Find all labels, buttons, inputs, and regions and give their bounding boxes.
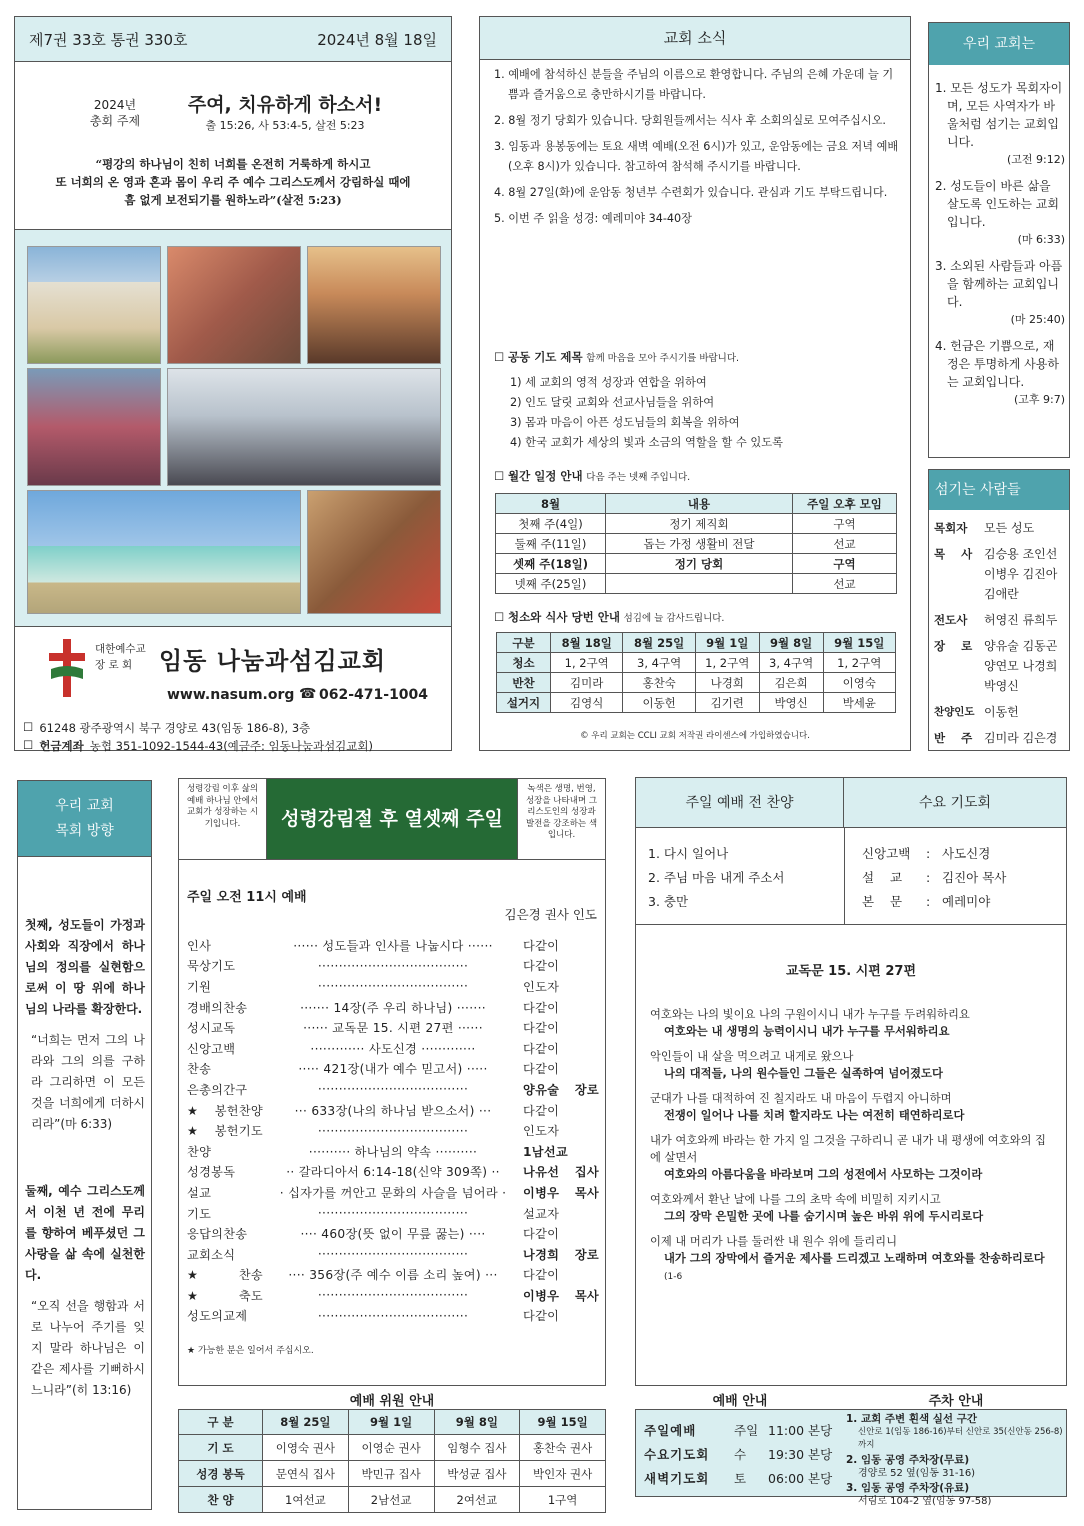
order-item-label: ★축도 <box>187 1288 263 1303</box>
news-list <box>492 65 900 235</box>
order-item-detail: ·········· 하나님의 약속 ·········· <box>308 1144 478 1159</box>
worship-row: 주일예배 주일 11:00 본당 <box>644 1423 833 1438</box>
hymn-psalm-panel <box>635 777 1067 1386</box>
about-header: 우리 교회는 <box>929 23 1069 65</box>
order-row <box>187 976 599 997</box>
order-row <box>187 1306 599 1327</box>
psalm-response-line: 전쟁이 일어나 나를 치려 할지라도 나는 여전히 태연하리로다 <box>664 1109 965 1122</box>
psalm-reading <box>650 1006 1054 1294</box>
direction-quote-2: “오직 선을 행함과 서로 나누어 주기를 잊지 말라 하나님은 이 같은 제사를 기뻐하시느니라”(히 13:16) <box>31 1299 145 1397</box>
order-item-detail: ······ 교독문 15. 시편 27편 ······ <box>303 1021 483 1036</box>
hymn-item: 3. 충만 <box>648 894 689 909</box>
photo-mission-building <box>27 490 301 614</box>
order-item-label: 기도 <box>187 1206 212 1221</box>
table-row: 첫째 주(4일) 정기 제직회 구역 <box>496 514 897 534</box>
table-row: 설거지 김영식 이동헌 김기련 박영신 박세윤 <box>497 693 896 713</box>
checkbox-icon: ☐ <box>23 738 34 752</box>
psalm-response-line: 여호와는 내 생명의 능력이시니 내가 누구를 무서워하리요 <box>664 1025 950 1038</box>
checkbox-icon: ☐ <box>494 350 505 364</box>
wednesday-header: 수요 기도회 <box>844 778 1066 828</box>
direction-point-2: 둘째, 예수 그리스도께서 이천 년 전에 무리를 향하여 베푸셨던 그 사랑을 삶 속에 실천한다. <box>25 1184 145 1282</box>
phone-icon: ☎ <box>299 686 317 702</box>
direction-body <box>25 915 145 1401</box>
direction-point-1: 첫째, 성도들이 가정과 사회와 직장에서 하나님의 정의를 실현함으로써 이 땅 위에 하나님의 나라를 확장한다. <box>25 918 145 1016</box>
church-name: 임동 나눔과섬김교회 <box>159 647 387 675</box>
order-item-label: 교회소식 <box>187 1247 236 1262</box>
monthly-subtitle: 다음 주는 넷째 주입니다. <box>586 472 691 483</box>
direction-panel <box>17 780 152 1510</box>
order-item-label: 묵상기도 <box>187 959 236 974</box>
checkbox-icon: ☐ <box>23 720 34 734</box>
psalm-reference: (1-6 <box>664 1272 683 1282</box>
order-item-label: 신앙고백 <box>187 1041 236 1056</box>
photo-distribution <box>307 490 441 614</box>
psalm-leader-line: 이제 내 머리가 나를 둘러싼 내 원수 위에 들리리니 <box>650 1235 897 1248</box>
order-item-label: 경배의찬송 <box>187 1000 248 1015</box>
servants-header: 섬기는 사람들 <box>929 470 1069 510</box>
standing-note: ★ 가능한 분은 일어서 주십시오. <box>187 1346 314 1356</box>
theme-title: 주여, 치유하게 하소서! <box>187 94 383 116</box>
monthly-schedule-table <box>495 493 897 594</box>
account-number: 농협 351-1092-1544-43(예금주: 임동나눔과섬김교회) <box>89 739 373 753</box>
about-panel <box>928 22 1070 458</box>
order-item-label: ★봉헌기도 <box>187 1124 263 1139</box>
order-row <box>187 1162 599 1183</box>
section-divider <box>636 924 1066 925</box>
theme-block <box>15 62 451 230</box>
photo-children <box>27 368 161 486</box>
masthead-panel <box>14 16 452 751</box>
table-row: 청소 1, 2구역 3, 4구역 1, 2구역 3, 4구역 1, 2구역 <box>497 653 896 673</box>
order-item-detail: ···· 356장(주 예수 이름 소리 높여) ··· <box>288 1268 498 1283</box>
checkbox-icon: ☐ <box>494 610 505 624</box>
order-item-person: 다같이 <box>523 1309 560 1324</box>
duty-subtitle: 섬김에 늘 감사드립니다. <box>623 613 725 624</box>
order-item-person: 이병우 목사 <box>523 1185 599 1200</box>
monthly-heading <box>494 468 690 484</box>
table-row: 기 도 이영숙 권사 이영순 권사 임형수 집사 홍찬숙 권사 <box>179 1435 606 1461</box>
order-item-person: 나경희 장로 <box>523 1247 599 1262</box>
wednesday-row: 본 문 : 예레미야 <box>862 894 991 909</box>
order-item-person: 다같이 <box>523 1021 560 1036</box>
checkbox-icon: ☐ <box>494 469 505 483</box>
order-row <box>187 956 599 977</box>
committee-table <box>178 1409 606 1513</box>
wednesday-list <box>862 842 1006 914</box>
issue-date: 2024년 8월 18일 <box>317 30 437 49</box>
servant-row: 반 주 김미라 김은경 <box>934 731 1058 745</box>
news-item: 4. 8월 27일(화)에 운암동 청년부 수련회가 있습니다. 관심과 기도 부탁드립니다. <box>494 186 888 199</box>
order-item-detail: ····· 421장(내가 예수 믿고서) ····· <box>298 1062 488 1077</box>
order-item-person: 다같이 <box>523 1041 560 1056</box>
church-address: 61248 광주광역시 북구 경양로 43(임동 186-8), 3층 <box>39 721 311 735</box>
order-item-person: 다같이 <box>523 1000 560 1015</box>
order-item-person: 다같이 <box>523 1062 560 1077</box>
psalm-response-line: 여호와의 아름다움을 바라보며 그의 성전에서 사모하는 그것이라 <box>664 1168 983 1181</box>
order-row <box>187 1038 599 1059</box>
table-header-row: 8월 내용 주일 오후 모임 <box>496 494 897 514</box>
about-list <box>935 79 1065 409</box>
order-item-detail: ···································· <box>317 979 469 994</box>
prayer-heading <box>494 349 739 365</box>
news-item: 5. 이번 주 읽을 성경: 예레미야 34-40장 <box>494 212 692 225</box>
order-row <box>187 1182 599 1203</box>
church-address-row <box>23 720 310 736</box>
order-item-person: 설교자 <box>523 1206 560 1221</box>
order-row <box>187 1141 599 1162</box>
prayer-title: 공동 기도 제목 <box>507 350 583 364</box>
psalm-leader-line: 여호와께서 환난 날에 나를 그의 초막 속에 비밀히 지키시고 <box>650 1193 941 1206</box>
parking-item: 1. 교회 주변 흰색 실선 구간 신안로 1(임동 186-16)부터 신안로 35(신안동 256-8)까지 <box>846 1413 1063 1450</box>
theme-verse-3: 흠 없게 보전되기를 원하노라”(살전 5:23) <box>124 193 342 207</box>
photo-congregation <box>167 368 441 486</box>
order-row <box>187 1079 599 1100</box>
servant-row: 찬양인도 이동헌 <box>934 705 1019 719</box>
order-item-label: 응답의찬송 <box>187 1227 248 1242</box>
order-item-label: 인사 <box>187 938 212 953</box>
order-item-detail: ···································· <box>317 1247 469 1262</box>
order-row <box>187 1120 599 1141</box>
order-item-label: 성시교독 <box>187 1021 236 1036</box>
order-row <box>187 997 599 1018</box>
table-row: 성경 봉독 문연식 집사 박민규 집사 박성균 집사 박인자 권사 <box>179 1461 606 1487</box>
order-item-label: 찬송 <box>187 1062 212 1077</box>
psalm-response-line: 나의 대적들, 나의 원수들인 그들은 실족하여 넘어졌도다 <box>664 1067 943 1080</box>
season-note: 성령강림 이후 삶의예배 하나님 안에서 교회가 성장하는 시기입니다. <box>179 779 267 860</box>
order-item-detail: ··· 633장(나의 하나님 받으소서) ··· <box>294 1103 492 1118</box>
psalm-leader-line: 내가 여호와께 바라는 한 가지 일 그것을 구하리니 곧 내가 내 평생에 여호와의 집에 살면서 <box>650 1134 1046 1164</box>
theme-year: 2024년 <box>93 98 137 112</box>
order-item-detail: ···································· <box>317 958 469 973</box>
order-item-detail: · 십자가를 꺼안고 문화의 사슬을 넘어라 · <box>279 1185 507 1200</box>
about-item: 1. 모든 성도가 목회자이며, 모든 사역자가 바울처럼 섬기는 교회입니다. (고전 9:12) <box>935 81 1065 166</box>
servant-row: 장 로 양유술 김동곤 양연모 나경희 박영신 <box>934 639 1058 693</box>
direction-header <box>18 781 151 857</box>
direction-title-line-1: 우리 교회 <box>55 798 114 814</box>
order-row <box>187 1017 599 1038</box>
parking-guide-title: 주차 안내 <box>928 1394 984 1409</box>
worship-parking-box <box>635 1409 1067 1507</box>
theme-label: 총회 주제 <box>89 114 141 128</box>
sunday-banner: 성령강림절 후 열셋째 주일 <box>267 779 517 860</box>
photo-fellowship <box>167 246 301 364</box>
servant-row: 전도사 허영진 류희두 <box>934 613 1058 627</box>
committee-title: 예배 위원 안내 <box>349 1394 435 1409</box>
order-item-detail: ···································· <box>317 1082 469 1097</box>
church-phone: 062-471-1004 <box>319 687 429 703</box>
order-item-label: 찬양 <box>187 1144 212 1159</box>
order-item-detail: ············· 사도신경 ············· <box>310 1041 476 1056</box>
duty-table <box>496 632 896 713</box>
photo-collage <box>15 230 451 627</box>
psalm-leader-line: 악인들이 내 살을 먹으려고 내게로 왔으나 <box>650 1050 854 1063</box>
order-item-person: 다같이 <box>523 959 560 974</box>
order-item-person: 1남선교 <box>523 1144 568 1159</box>
worship-row: 새벽기도회 토 06:00 본당 <box>644 1471 833 1486</box>
copyright-icon: © <box>580 731 589 741</box>
servant-row: 목 사 김승용 조인선 이병우 김진아 김애란 <box>934 547 1058 601</box>
order-row <box>187 1100 599 1121</box>
table-row: 찬 양 1여선교 2남선교 2여선교 1구역 <box>179 1487 606 1513</box>
prayer-subtitle: 함께 마음을 모아 주시기를 바랍니다. <box>586 353 740 364</box>
news-item: 2. 8월 정기 당회가 있습니다. 당회원들께서는 식사 후 소회의실로 모여주십시오. <box>494 114 886 127</box>
wednesday-row: 설 교 : 김진아 목사 <box>862 870 1007 885</box>
order-item-person: 다같이 <box>523 938 560 953</box>
servants-list <box>934 518 1066 748</box>
wednesday-row: 신앙고백 : 사도신경 <box>862 846 991 861</box>
psalm-leader-line: 군대가 나를 대적하여 진 칠지라도 내 마음이 두렵지 아니하며 <box>650 1092 952 1105</box>
masthead-bar <box>15 17 451 62</box>
table-row: 둘째 주(11일) 돕는 가정 생활비 전달 선교 <box>496 534 897 554</box>
worship-times <box>644 1419 842 1491</box>
table-row: 넷째 주(25일) 선교 <box>496 574 897 594</box>
news-item: 1. 예배에 참석하신 분들을 주님의 이름으로 환영합니다. 주님의 은혜 가운데 늘 기쁨과 즐거움으로 충만하시기를 바랍니다. <box>494 68 894 101</box>
order-item-detail: ······ 성도들과 인사를 나눕시다 ······ <box>293 938 493 953</box>
photo-church-building <box>27 246 161 364</box>
order-item-label: ★봉헌찬양 <box>187 1103 263 1118</box>
prayer-list <box>510 373 783 453</box>
duty-heading <box>494 609 724 625</box>
order-item-detail: ·· 갈라디아서 6:14-18(신약 309쪽) ·· <box>286 1165 500 1180</box>
hymn-item: 1. 다시 일어나 <box>648 846 729 861</box>
prayer-item: 3) 몸과 마음이 아픈 성도님들의 회복을 위하여 <box>510 416 740 429</box>
order-item-detail: ···································· <box>317 1123 469 1138</box>
offering-account-row <box>23 738 373 754</box>
service-leader: 김은경 권사 인도 <box>504 907 597 922</box>
table-row-current: 셋째 주(18일) 정기 당회 구역 <box>496 554 897 574</box>
order-item-label: 은총의간구 <box>187 1082 248 1097</box>
pre-service-hymns-header: 주일 예배 전 찬양 <box>636 778 844 828</box>
worship-row: 수요기도회 수 19:30 본당 <box>644 1447 833 1462</box>
order-item-person: 다같이 <box>523 1103 560 1118</box>
order-item-detail: ···································· <box>317 1206 469 1221</box>
color-note: 녹색은 생명, 번영, 성장을 나타내며 그리스도인의 성장과 발전을 강조하는 색입니다. <box>517 779 605 860</box>
order-item-person: 인도자 <box>523 979 560 994</box>
worship-guide-title: 예배 안내 <box>712 1394 768 1409</box>
theme-verse-1: “평강의 하나님이 친히 너희를 온전히 거룩하게 하시고 <box>95 157 371 171</box>
prayer-item: 2) 인도 달릿 교회와 선교사님들을 위하여 <box>510 396 715 409</box>
news-panel <box>479 16 911 751</box>
denomination-line-1: 대한예수교 <box>95 643 146 655</box>
psalm-response-line: 내가 그의 장막에서 즐거운 제사를 드리겠고 노래하며 여호와를 찬송하리로다 (1-6 <box>664 1252 1045 1282</box>
order-item-person: 인도자 <box>523 1124 560 1139</box>
service-panel <box>178 778 606 1386</box>
order-item-person: 양유술 장로 <box>523 1082 599 1097</box>
order-item-person: 나유선 집사 <box>523 1165 599 1180</box>
hymn-list <box>648 842 785 914</box>
direction-title-line-2: 목회 방향 <box>55 823 114 839</box>
column-divider <box>844 828 845 924</box>
monthly-title: 월간 일정 안내 <box>507 469 583 483</box>
order-item-person: 다같이 <box>523 1268 560 1283</box>
order-item-label: 성도의교제 <box>187 1309 248 1324</box>
direction-quote-1: “너희는 먼저 그의 나라와 그의 의를 구하라 그리하면 이 모든 것을 너희에게 더하시리라”(마 6:33) <box>31 1033 145 1131</box>
table-header-row: 구분 8월 18일 8월 25일 9월 1일 9월 8일 9월 15일 <box>497 633 896 653</box>
table-row: 반찬 김미라 홍찬숙 나경희 김은희 이영숙 <box>497 673 896 693</box>
issue-volume: 제7권 33호 통권 330호 <box>29 30 188 49</box>
parking-list <box>846 1413 1064 1508</box>
order-item-detail: ···································· <box>317 1288 469 1303</box>
prayer-item: 4) 한국 교회가 세상의 빛과 소금의 역할을 할 수 있도록 <box>510 436 784 449</box>
news-item: 3. 임동과 용봉동에는 토요 새벽 예배(오전 6시)가 있고, 운암동에는 금요 저녁 예배(오후 8시)가 있습니다. 참고하여 참석해 주시기를 바랍니다. <box>494 140 899 173</box>
order-item-label: 성경봉독 <box>187 1165 236 1180</box>
order-row <box>187 1203 599 1224</box>
church-info <box>15 627 451 753</box>
parking-item: 2. 임동 공영 주차장(무료) 경양로 52 옆(임동 31-16) <box>846 1454 976 1479</box>
table-header-row: 구 분 8월 25일 9월 1일 9월 8일 9월 15일 <box>179 1410 606 1435</box>
order-row <box>187 1265 599 1286</box>
order-row <box>187 1223 599 1244</box>
about-item: 4. 헌금은 기쁨으로, 재정은 투명하게 사용하는 교회입니다. (고후 9:7) <box>935 339 1065 406</box>
service-title: 주일 오전 11시 예배 <box>187 890 307 905</box>
hymn-item: 2. 주님 마음 내게 주소서 <box>648 870 785 885</box>
theme-verse-2: 또 너희의 온 영과 혼과 몸이 우리 주 예수 그리스도께서 강림하실 때에 <box>55 175 411 189</box>
servant-row: 목회자 모든 성도 <box>934 521 1035 535</box>
psalm-title: 교독문 15. 시편 27편 <box>785 964 917 979</box>
order-item-label: 설교 <box>187 1185 212 1200</box>
order-item-detail: ······· 14장(주 우리 하나님) ······· <box>300 1000 486 1015</box>
duty-title: 청소와 식사 당번 안내 <box>507 610 620 624</box>
order-item-person: 이병우 목사 <box>523 1288 599 1303</box>
servants-panel <box>928 469 1070 751</box>
order-item-detail: ···································· <box>317 1308 469 1323</box>
ccli-notice: © 우리 교회는 CCLI 교회 저작권 라이센스에 가입하였습니다. <box>580 731 810 741</box>
order-row <box>187 1244 599 1265</box>
order-item-label: ★찬송 <box>187 1268 263 1283</box>
order-of-service <box>187 935 599 1326</box>
order-row <box>187 1285 599 1306</box>
photo-group <box>307 246 441 364</box>
news-header: 교회 소식 <box>480 17 910 60</box>
about-item: 3. 소외된 사람들과 아픔을 함께하는 교회입니다. (마 25:40) <box>935 259 1065 326</box>
order-row <box>187 935 599 956</box>
order-item-person: 다같이 <box>523 1227 560 1242</box>
account-label: 헌금계좌 <box>39 739 84 753</box>
about-item: 2. 성도들이 바른 삶을 살도록 인도하는 교회입니다. (마 6:33) <box>935 179 1065 246</box>
psalm-leader-line: 여호와는 나의 빛이요 나의 구원이시니 내가 누구를 두려워하리요 <box>650 1008 970 1021</box>
order-item-detail: ···· 460장(뜻 없이 무릎 꿇는) ···· <box>300 1227 486 1242</box>
theme-refs: 출 15:26, 사 53:4-5, 살전 5:23 <box>205 119 365 132</box>
church-website[interactable]: www.nasum.org <box>167 687 295 703</box>
order-item-label: 기원 <box>187 979 212 994</box>
order-row <box>187 1059 599 1080</box>
prayer-item: 1) 세 교회의 영적 성장과 연합을 위하여 <box>510 376 707 389</box>
cross-logo-icon <box>47 639 87 697</box>
denomination-line-2: 장 로 회 <box>95 659 133 671</box>
parking-item: 3. 임동 공영 주차장(유료) 서림로 104-2 옆(임동 97-58) <box>846 1482 992 1507</box>
psalm-response-line: 그의 장막 은밀한 곳에 나를 숨기시며 높은 바위 위에 두시리로다 <box>664 1210 984 1223</box>
